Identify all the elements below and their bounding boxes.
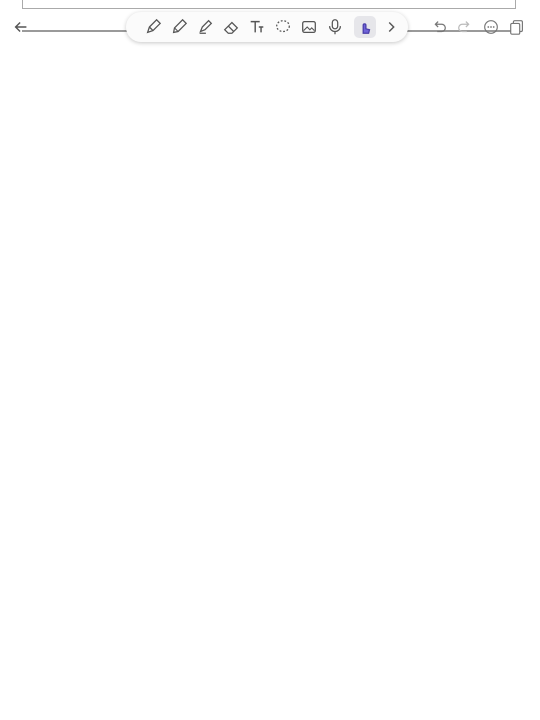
back-arrow-icon[interactable]	[10, 16, 32, 38]
image-icon[interactable]	[298, 16, 320, 38]
tool-pill	[126, 12, 408, 42]
partial-top-row	[22, 0, 516, 9]
microphone-icon[interactable]	[324, 16, 346, 38]
pen-icon[interactable]	[142, 16, 164, 38]
pages-icon[interactable]	[506, 16, 528, 38]
touch-icon[interactable]	[354, 16, 376, 38]
chevron-right-icon[interactable]	[380, 16, 402, 38]
undo-icon[interactable]	[428, 16, 450, 38]
highlighter-icon[interactable]	[194, 16, 216, 38]
text-icon[interactable]	[246, 16, 268, 38]
eraser-icon[interactable]	[220, 16, 242, 38]
annotation-toolbar	[0, 12, 540, 42]
redo-icon[interactable]	[454, 16, 476, 38]
pencil-icon[interactable]	[168, 16, 190, 38]
more-icon[interactable]	[480, 16, 502, 38]
lasso-icon[interactable]	[272, 16, 294, 38]
